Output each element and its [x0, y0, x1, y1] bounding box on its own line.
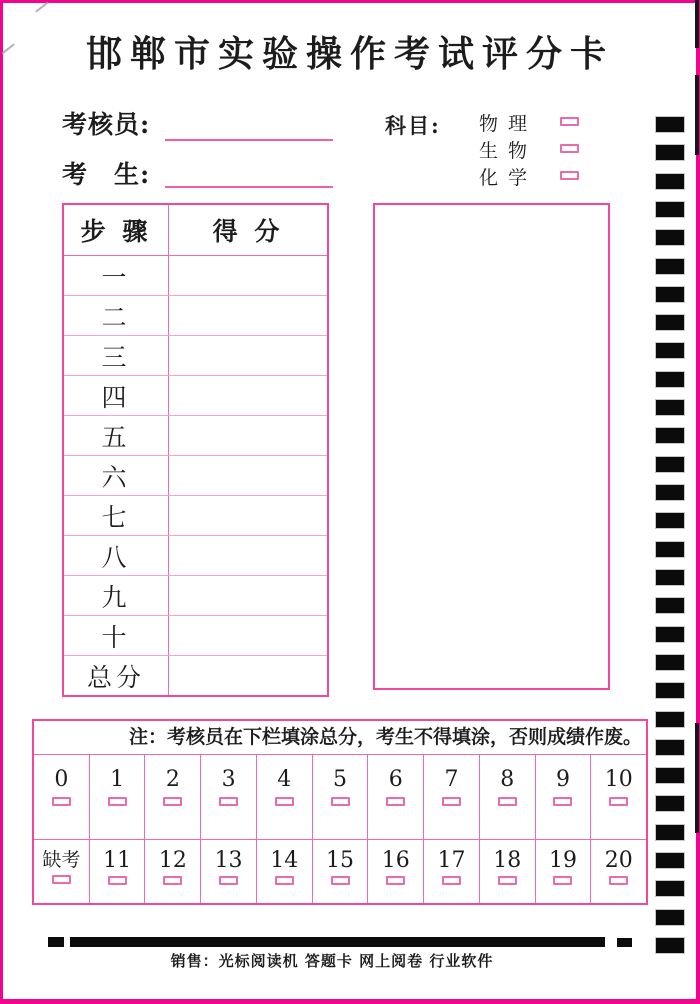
timing-mark [656, 627, 684, 642]
score-mark-bubble[interactable] [108, 876, 127, 885]
vendor-footer-text: 销售：光标阅读机 答题卡 网上阅卷 行业软件 [170, 952, 494, 970]
subject-option-label: 生 物 [479, 140, 530, 162]
timing-mark [656, 259, 684, 274]
timing-mark [656, 712, 684, 727]
timing-mark [656, 655, 684, 670]
score-mark-bubble[interactable] [386, 876, 405, 885]
score-value-cell [200, 755, 256, 839]
step-label: 六 [101, 462, 131, 492]
step-score-cell[interactable] [168, 376, 327, 415]
score-mark-bubble[interactable] [331, 876, 350, 885]
fill-note: 注：考核员在下栏填涂总分，考生不得填涂，否则成绩作废。 [34, 721, 646, 755]
score-mark-bubble[interactable] [609, 797, 628, 806]
steps-table-row [64, 415, 327, 455]
score-value-cell [144, 840, 200, 903]
timing-mark [656, 315, 684, 330]
score-mark-bubble[interactable] [163, 797, 182, 806]
score-value-cell [590, 840, 646, 903]
examinee-label: 考 生: [62, 160, 151, 189]
step-score-cell[interactable] [168, 496, 327, 535]
score-grid-row-0-10 [34, 755, 646, 839]
score-value-cell [535, 840, 591, 903]
subject-option [479, 162, 619, 189]
score-value-cell [367, 840, 423, 903]
score-mark-bubble[interactable] [498, 797, 517, 806]
score-value-cell [34, 840, 89, 903]
timing-mark [656, 428, 684, 443]
score-mark-bubble[interactable] [52, 797, 71, 806]
step-label: 五 [101, 422, 131, 452]
timing-mark [656, 372, 684, 387]
examiner-label: 考核员: [62, 110, 151, 139]
score-value-label: 15 [326, 848, 355, 873]
score-value-cell [89, 840, 145, 903]
score-value-label: 11 [103, 848, 132, 873]
examiner-write-line[interactable] [165, 139, 333, 141]
step-label: 三 [101, 342, 131, 372]
score-value-label: 4 [277, 767, 292, 792]
step-score-cell[interactable] [168, 536, 327, 575]
score-value-cell [256, 755, 312, 839]
score-value-label: 1 [110, 767, 125, 792]
subject-mark-bubble[interactable] [560, 171, 579, 180]
score-value-label: 7 [444, 767, 459, 792]
score-value-cell [535, 755, 591, 839]
timing-mark [656, 287, 684, 302]
step-score-cell[interactable] [168, 456, 327, 495]
timing-mark [656, 598, 684, 613]
sync-bar-end-mark [617, 938, 632, 947]
score-mark-bubble[interactable] [553, 876, 572, 885]
score-value-label: 18 [493, 848, 522, 873]
score-value-cell [312, 755, 368, 839]
step-score-cell[interactable] [168, 256, 327, 295]
score-value-label: 6 [388, 767, 403, 792]
subject-option [479, 135, 619, 162]
step-label: 一 [101, 262, 131, 292]
score-value-cell [34, 755, 89, 839]
score-value-cell [200, 840, 256, 903]
examinee-write-line[interactable] [165, 186, 333, 188]
score-mark-bubble[interactable] [52, 875, 71, 884]
step-score-cell[interactable] [168, 576, 327, 615]
score-header-cell: 得 分 [168, 205, 327, 255]
steps-table-row [64, 375, 327, 415]
score-value-cell [256, 840, 312, 903]
score-value-label: 0 [54, 767, 69, 792]
score-value-cell [89, 755, 145, 839]
subject-option [479, 108, 619, 135]
score-mark-bubble[interactable] [498, 876, 517, 885]
page-title: 邯郸市实验操作考试评分卡 [85, 33, 614, 75]
score-mark-bubble[interactable] [275, 876, 294, 885]
page-edge-top [0, 0, 700, 3]
subject-option-label: 化 学 [479, 167, 530, 189]
score-mark-bubble[interactable] [163, 876, 182, 885]
subject-options [479, 108, 619, 189]
score-value-cell [144, 755, 200, 839]
timing-mark [656, 542, 684, 557]
steps-header-cell: 步 骤 [80, 217, 152, 246]
subject-label: 科目: [385, 113, 441, 138]
score-value-cell [423, 840, 479, 903]
score-value-label: 17 [437, 848, 466, 873]
sync-bar-start-mark [48, 937, 64, 947]
steps-table-row [64, 455, 327, 495]
step-score-cell[interactable] [168, 656, 327, 695]
score-value-label: 20 [604, 848, 633, 873]
score-value-cell [312, 840, 368, 903]
score-writing-box[interactable] [373, 203, 610, 690]
score-value-cell [423, 755, 479, 839]
score-value-label: 16 [381, 848, 410, 873]
scan-artifact [35, 1, 49, 12]
step-score-cell[interactable] [168, 296, 327, 335]
score-value-label: 缺考 [42, 849, 81, 871]
score-value-cell [367, 755, 423, 839]
step-score-cell[interactable] [168, 336, 327, 375]
score-value-cell [590, 755, 646, 839]
score-mark-bubble[interactable] [442, 797, 461, 806]
timing-mark [656, 881, 684, 896]
timing-mark [656, 485, 684, 500]
scan-artifact [695, 75, 699, 155]
step-label: 七 [101, 502, 131, 532]
score-value-label: 9 [555, 767, 570, 792]
timing-mark [656, 570, 684, 585]
score-value-label: 2 [165, 767, 180, 792]
timing-mark [656, 825, 684, 840]
bottom-sync-bar [70, 937, 605, 947]
timing-mark [656, 796, 684, 811]
steps-table-row [64, 575, 327, 615]
step-label: 二 [101, 302, 131, 332]
scan-artifact [695, 723, 699, 833]
page-edge-left [0, 0, 3, 1004]
timing-mark [656, 202, 684, 217]
timing-mark [656, 174, 684, 189]
score-mark-bubble[interactable] [275, 797, 294, 806]
subject-mark-bubble[interactable] [560, 144, 579, 153]
steps-table-row [64, 255, 327, 295]
timing-mark [656, 400, 684, 415]
step-label: 四 [101, 382, 131, 412]
timing-mark [656, 683, 684, 698]
score-mark-bubble[interactable] [386, 797, 405, 806]
page-edge-bottom [0, 999, 700, 1004]
subject-mark-bubble[interactable] [560, 117, 579, 126]
score-value-cell [479, 840, 535, 903]
timing-mark [656, 457, 684, 472]
steps-table-row [64, 495, 327, 535]
steps-table-header-row [64, 205, 327, 255]
score-mark-bubble[interactable] [108, 797, 127, 806]
step-label: 十 [101, 622, 131, 652]
score-mark-bubble[interactable] [331, 797, 350, 806]
score-value-label: 14 [270, 848, 299, 873]
steps-table-row [64, 295, 327, 335]
score-mark-bubble[interactable] [219, 797, 238, 806]
step-label: 总分 [86, 662, 145, 692]
score-mark-bubble[interactable] [442, 876, 461, 885]
timing-mark [656, 145, 684, 160]
total-score-fill-section [32, 719, 648, 905]
timing-mark [656, 117, 684, 132]
timing-mark [656, 343, 684, 358]
score-value-label: 5 [333, 767, 348, 792]
score-mark-bubble[interactable] [609, 876, 628, 885]
step-label: 九 [101, 582, 131, 612]
score-mark-bubble[interactable] [553, 797, 572, 806]
score-grid-row-11-20 [34, 839, 646, 903]
steps-table-row [64, 535, 327, 575]
timing-mark [656, 910, 684, 925]
score-value-cell [479, 755, 535, 839]
timing-mark [656, 230, 684, 245]
score-mark-bubble[interactable] [219, 876, 238, 885]
timing-mark [656, 740, 684, 755]
steps-table-row [64, 615, 327, 655]
steps-table-row [64, 335, 327, 375]
score-value-label: 12 [158, 848, 187, 873]
subject-option-label: 物 理 [479, 113, 530, 135]
step-label: 八 [101, 542, 131, 572]
timing-mark [656, 768, 684, 783]
steps-score-table [62, 203, 329, 697]
score-value-label: 19 [548, 848, 577, 873]
step-score-cell[interactable] [168, 616, 327, 655]
steps-table-row [64, 655, 327, 695]
score-value-label: 3 [221, 767, 236, 792]
score-value-label: 10 [604, 767, 633, 792]
step-score-cell[interactable] [168, 416, 327, 455]
score-value-label: 13 [214, 848, 243, 873]
timing-mark [656, 853, 684, 868]
score-value-label: 8 [500, 767, 515, 792]
timing-mark [656, 513, 684, 528]
